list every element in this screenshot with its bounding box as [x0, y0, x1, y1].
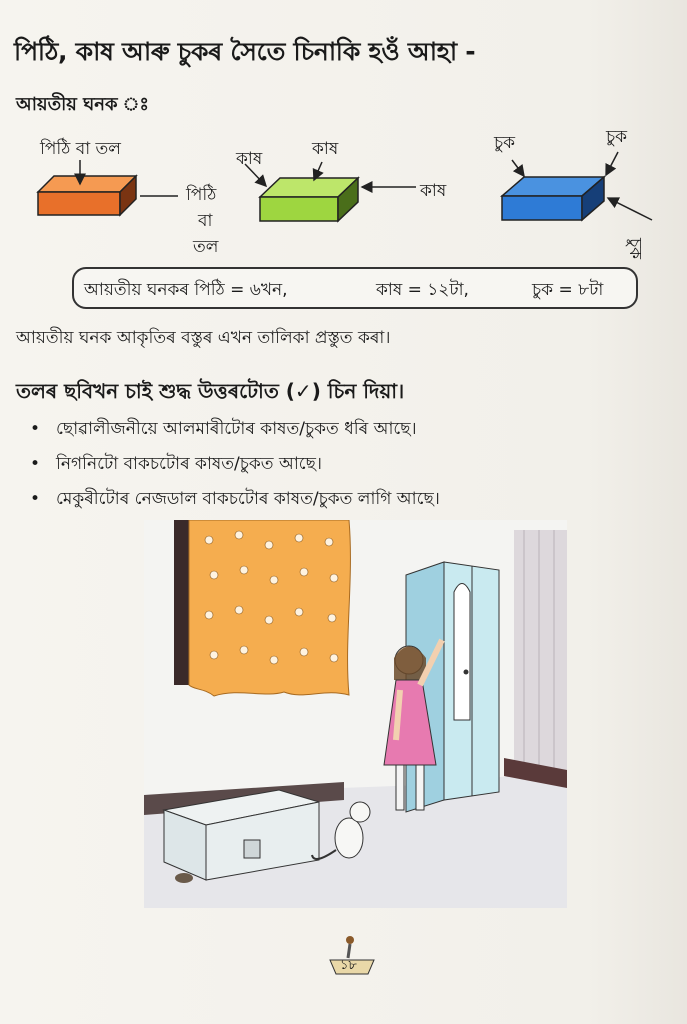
edges-count: কাষ = ১২টা,	[376, 280, 469, 300]
cube3-corner-label-3: চুক	[625, 238, 645, 260]
cube1-side-label-2: বা	[198, 211, 213, 231]
bullet-dot: •	[30, 419, 41, 439]
cube2-edge-label-top: কাষ	[312, 139, 339, 159]
cuboid-subheading: আয়তীয় ঘনক ঃ	[16, 94, 150, 115]
bullet-dot: •	[30, 454, 41, 474]
bullet-text: ছোৱালীজনীয়ে আলমাৰীটোৰ কাষত/চুকত ধৰি আছে।	[56, 419, 417, 439]
cube1-top-label: পিঠি বা তল	[40, 139, 121, 159]
task-heading: তলৰ ছবিখন চাই শুদ্ধ উত্তৰটোত (✓) চিন দিয়া।	[16, 379, 405, 403]
bullet-item	[30, 486, 440, 514]
blue-cuboid	[502, 177, 604, 220]
cube3-corner-label-2: চুক	[606, 127, 628, 147]
room-illustration	[144, 520, 567, 908]
page-number: ১৮	[340, 958, 357, 973]
bullet-item	[30, 451, 322, 479]
cube3-corner-label-1: চুক	[494, 133, 516, 153]
corners-count: চুক = ৮টা	[532, 280, 604, 300]
cuboid-summary-box	[72, 267, 638, 309]
cube2-edge-label-left: কাষ	[236, 149, 263, 169]
instruction-text: আয়তীয় ঘনক আকৃতিৰ বস্তুৰ এখন তালিকা প্ৰস্তুত কৰা।	[16, 328, 391, 348]
bullet-item	[30, 416, 417, 444]
orange-cuboid	[38, 176, 136, 215]
page-number-emblem	[326, 930, 378, 978]
page-title: পিঠি, কাষ আৰু চুকৰ সৈতে চিনাকি হওঁ আহা -	[14, 37, 476, 66]
cube1-side-label-3: তল	[193, 237, 219, 257]
bullet-text: মেকুৰীটোৰ নেজডাল বাকচটোৰ কাষত/চুকত লাগি আছে।	[56, 489, 440, 509]
faces-count: আয়তীয় ঘনকৰ পিঠি = ৬খন,	[84, 280, 288, 300]
bullet-text: নিগনিটো বাকচটোৰ কাষত/চুকত আছে।	[56, 454, 322, 474]
cube2-edge-label-right: কাষ	[420, 181, 447, 201]
green-cuboid	[260, 178, 358, 221]
bullet-dot: •	[30, 489, 41, 509]
cube1-side-label-1: পিঠি	[186, 185, 217, 205]
room-scene-drawing	[144, 520, 567, 908]
